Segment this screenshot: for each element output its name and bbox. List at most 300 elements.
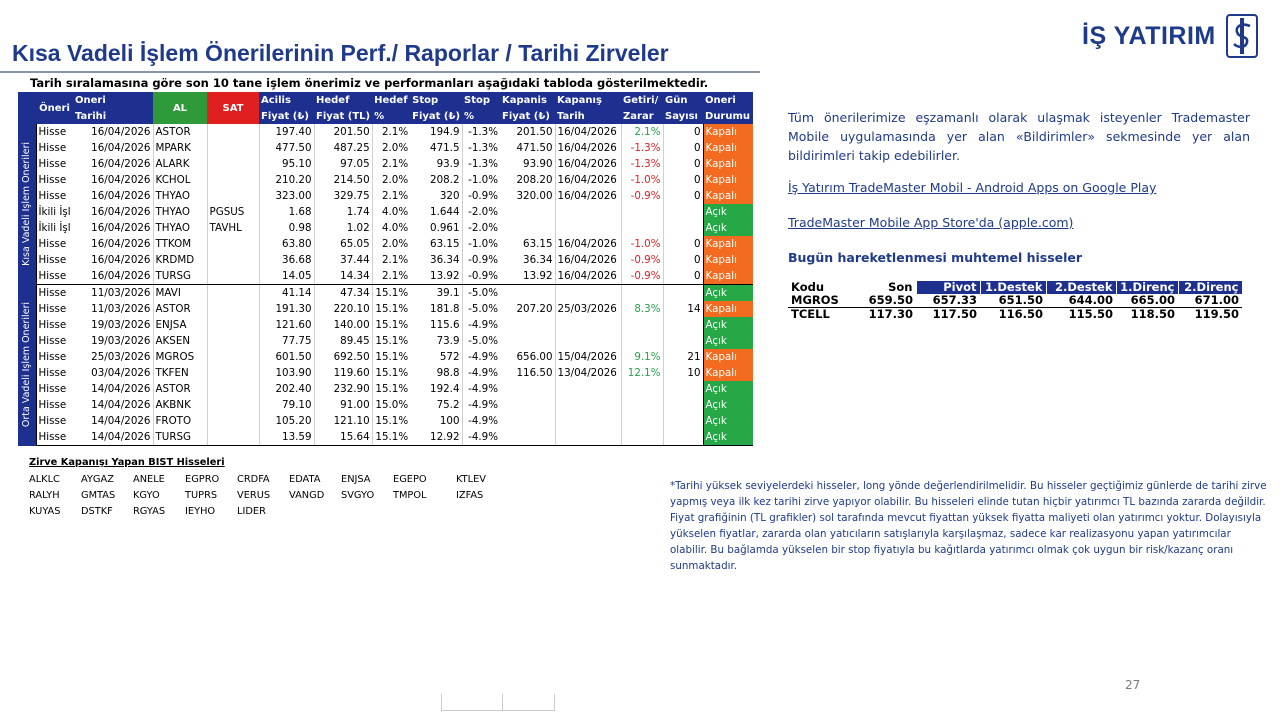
cell-stop-pct: -0.9% (468, 189, 499, 202)
cell-target-pct: 15.1% (375, 350, 409, 363)
cell-target-pct: 15.1% (372, 429, 410, 446)
cell-stop: 572 (410, 349, 462, 365)
cell-ret: -1.0% (621, 236, 663, 252)
status-badge: Açık (703, 429, 753, 446)
cell-open: 105.20 (259, 413, 314, 429)
cell-close (500, 413, 555, 429)
cell-close (500, 381, 555, 397)
cell-stop-pct: -0.9% (462, 268, 500, 285)
col-acilis: Acilis (259, 92, 314, 108)
cell-sat (207, 397, 259, 413)
cell-close (500, 285, 555, 302)
ticker-item: KGYO (133, 490, 160, 501)
cell-days: 0 (663, 172, 703, 188)
cell-close (500, 397, 555, 413)
disclaimer-note: *Tarihi yüksek seviyelerdeki hisseler, long yönde değerlendirilmelidir. Bu hisseler geçtiğimiz günlerde de tarihi zirve yapmış veya ilk kez tarihi zirve yapıyor olabilir. Bu hisseleri elinde tutan hiçbir yatırımcı TL bazında zararda değildir. Fiyat grafiğinin (TL grafikler) sol tarafında mevcut fiyattan yüksek fiyatta maliyeti olan yatırımcı yoktur. Dolayısıyla yükselen fiyatlar, zararda olan yatıcıların satışlarıyla karşılaşmaz, sadece kar realizasyonu yapan yatırımcılar olabilir. Bu bağlamda yükselen bir stop fiyatıyla bu kağıtlarda yatırımcı olmak çok uygun bir risk/kazanç oranı sunmaktadır. (670, 480, 1267, 572)
cell-target: 692.50 (314, 349, 372, 365)
table-row (18, 365, 753, 381)
cell-stop-pct: -4.9% (468, 350, 499, 363)
cell-target: 1.02 (314, 220, 372, 236)
table-row (18, 124, 753, 140)
cell-date: 16/04/2026 (73, 156, 153, 172)
cell-ret (621, 397, 663, 413)
cell-al: AKSEN (153, 333, 207, 349)
cell-sat (207, 381, 259, 397)
cell-target-pct: 2.1% (381, 125, 409, 138)
cell-target-pct: 15.1% (375, 414, 409, 427)
cell-days (663, 333, 703, 349)
cell-target-pct: 2.0% (381, 173, 409, 186)
col-hedef-pct: Hedef (372, 92, 410, 108)
cell-close-date: 15/04/2026 (555, 349, 621, 365)
cell-sat (207, 236, 259, 252)
status-badge: Kapalı (703, 188, 753, 204)
cell-stop: 98.8 (410, 365, 462, 381)
cell-target-pct: 4.0% (381, 205, 409, 218)
cell-days: 0 (663, 252, 703, 268)
col-kapanis-tarih: Kapanış (555, 92, 621, 108)
cell-al: ASTOR (153, 301, 207, 317)
cell-close: 13.92 (500, 268, 555, 285)
col-getiri-2: Zarar (621, 108, 663, 124)
notifications-intro: Tüm önerilerimize eşzamanlı olarak ulaşmak isteyenler Trademaster Mobile uygulamasında yer alan «Bildirimler» sekmesinde yer alan bildirimleri takip edebilirler. (788, 110, 1250, 163)
cell-close-date: 16/04/2026 (555, 140, 621, 156)
cell-close: 63.15 (500, 236, 555, 252)
cell-stop-pct: -4.9% (468, 382, 499, 395)
table-row (18, 268, 753, 285)
section-label (18, 124, 36, 285)
cell-open: 323.00 (259, 188, 314, 204)
cell-close-date (555, 429, 621, 446)
status-badge: Açık (703, 204, 753, 220)
cell-type: Hisse (36, 349, 73, 365)
potential-movers-title: Bugün hareketlenmesi muhtemel hisseler (788, 250, 1083, 265)
ticker-item: EGPRO (185, 474, 220, 485)
cell-sat (207, 429, 259, 446)
col-hedef: Hedef (314, 92, 372, 108)
cell-days (663, 204, 703, 220)
col-stop-pct: Stop (462, 92, 500, 108)
cell-sat (207, 333, 259, 349)
cell-type: Hisse (36, 429, 73, 446)
cell-date: 19/03/2026 (73, 317, 153, 333)
table-row (18, 236, 753, 252)
cell-stop-pct: -1.0% (468, 237, 499, 250)
cell-type: Hisse (36, 140, 73, 156)
cell-stop: 100 (410, 413, 462, 429)
cell-close-date: 16/04/2026 (555, 268, 621, 285)
ticker-item: KTLEV (456, 474, 486, 485)
cell-sat: TAVHL (207, 220, 259, 236)
cell-ret: -1.0% (621, 172, 663, 188)
cell-stop: 0.961 (410, 220, 462, 236)
cell-al: TURSG (153, 429, 207, 446)
cell-open: 477.50 (259, 140, 314, 156)
ticker-item: ANELE (133, 474, 165, 485)
cell-target: 487.25 (314, 140, 372, 156)
cell-stop: 75.2 (410, 397, 462, 413)
cell-al: AKBNK (153, 397, 207, 413)
cell-date: 14/04/2026 (73, 381, 153, 397)
pivot-cell: TCELL (791, 307, 830, 321)
cell-type: Hisse (36, 333, 73, 349)
recommendations-table (18, 92, 753, 446)
cell-open: 95.10 (259, 156, 314, 172)
table-row (18, 252, 753, 268)
cell-open: 77.75 (259, 333, 314, 349)
ticker-item: CRDFA (237, 474, 270, 485)
cell-stop: 93.9 (410, 156, 462, 172)
col-stop-pct-2: % (462, 108, 500, 124)
pivot-row (788, 294, 1242, 308)
cell-ret (621, 204, 663, 220)
page-title: Kısa Vadeli İşlem Önerilerinin Perf./ Raporlar / Tarihi Zirveler (12, 40, 669, 66)
cell-close-date: 13/04/2026 (555, 365, 621, 381)
table-body (18, 124, 753, 446)
ticker-item: KUYAS (29, 506, 61, 517)
cell-type: Hisse (36, 156, 73, 172)
cell-stop-pct: -2.0% (468, 205, 499, 218)
cell-type: Hisse (36, 252, 73, 268)
pivot-col-son: Son (852, 281, 916, 294)
cell-al: THYAO (153, 220, 207, 236)
cell-ret (621, 285, 663, 302)
cell-stop: 194.9 (410, 124, 462, 140)
ticker-item: SVGYO (341, 490, 375, 501)
pivot-cell: 644.00 (1046, 294, 1116, 308)
cell-date: 16/04/2026 (73, 188, 153, 204)
cell-target-pct: 2.1% (381, 253, 409, 266)
ios-app-link[interactable]: TradeMaster Mobile App Store'da (apple.com) (788, 215, 1074, 230)
cell-type: İkili İşl (36, 204, 73, 220)
cell-date: 16/04/2026 (73, 252, 153, 268)
header-corner (18, 92, 36, 124)
cell-days (663, 317, 703, 333)
pivot-cell: 651.50 (980, 294, 1046, 308)
cell-stop: 39.1 (410, 285, 462, 302)
pivot-cell: MGROS (788, 294, 852, 308)
pivot-cell: 665.00 (1116, 294, 1178, 308)
section-label (18, 285, 36, 446)
cell-days: 14 (663, 301, 703, 317)
col-sat: SAT (207, 92, 259, 124)
cell-ret: -1.3% (621, 140, 663, 156)
cell-days: 0 (663, 156, 703, 172)
cell-days: 21 (663, 349, 703, 365)
table-row (18, 397, 753, 413)
cell-days (663, 397, 703, 413)
cell-target: 91.00 (314, 397, 372, 413)
is-yatirim-logo-icon (1226, 14, 1258, 58)
cell-close (500, 220, 555, 236)
cell-sat (207, 172, 259, 188)
table-row (18, 188, 753, 204)
cell-sat (207, 268, 259, 285)
all-time-high-title: Zirve Kapanışı Yapan BIST Hisseleri (29, 457, 225, 468)
status-badge: Kapalı (703, 349, 753, 365)
cell-sat (207, 413, 259, 429)
cell-date: 14/04/2026 (73, 413, 153, 429)
cell-stop: 192.4 (410, 381, 462, 397)
cell-close (500, 429, 555, 446)
cell-target: 1.74 (314, 204, 372, 220)
cell-days: 0 (663, 140, 703, 156)
pivot-col-destek2: 2.Destek (1046, 281, 1116, 294)
cell-close-date: 16/04/2026 (555, 124, 621, 140)
table-subtitle: Tarih sıralamasına göre son 10 tane işlem önerimiz ve performanları aşağıdaki tabloda gösterilmektedir. (30, 76, 709, 90)
cell-ret: 2.1% (621, 124, 663, 140)
cell-close: 471.50 (500, 140, 555, 156)
cell-date: 16/04/2026 (73, 236, 153, 252)
ticker-item: RGYAS (133, 506, 166, 517)
ticker-item: IZFAS (456, 490, 484, 501)
cell-target-pct: 2.0% (381, 141, 409, 154)
cell-close-date: 16/04/2026 (555, 172, 621, 188)
cell-close-date: 16/04/2026 (555, 252, 621, 268)
status-badge: Kapalı (703, 268, 753, 285)
col-acilis-2: Fiyat (₺) (259, 108, 314, 124)
cell-sat (207, 252, 259, 268)
status-badge: Açık (703, 220, 753, 236)
col-kapanis-tarih-2: Tarih (555, 108, 621, 124)
cell-target-pct: 2.1% (381, 189, 409, 202)
cell-close-date (555, 285, 621, 302)
cell-ret (621, 333, 663, 349)
status-badge: Açık (703, 285, 753, 302)
cell-stop: 181.8 (410, 301, 462, 317)
ticker-item: ALKLC (29, 474, 60, 485)
cell-ret: -0.9% (621, 268, 663, 285)
cell-target: 220.10 (314, 301, 372, 317)
cell-days (663, 285, 703, 302)
cell-target: 329.75 (314, 188, 372, 204)
ticker-item: TUPRS (185, 490, 218, 501)
table-row (18, 413, 753, 429)
cell-sat (207, 188, 259, 204)
table-row (18, 349, 753, 365)
cell-al: ASTOR (153, 381, 207, 397)
col-kapanis: Kapanis (500, 92, 555, 108)
cell-ret: 12.1% (621, 365, 663, 381)
cell-al: TURSG (153, 268, 207, 285)
col-hedef-2: Fiyat (TL) (314, 108, 372, 124)
cell-days (663, 381, 703, 397)
col-kapanis-2: Fiyat (₺) (500, 108, 555, 124)
cell-date: 14/04/2026 (73, 429, 153, 446)
cell-ret: -1.3% (621, 156, 663, 172)
cell-days (663, 220, 703, 236)
cell-target-pct: 15.1% (375, 318, 409, 331)
cell-close-date (555, 397, 621, 413)
cell-date: 14/04/2026 (73, 397, 153, 413)
cell-al: TTKOM (153, 236, 207, 252)
ticker-item: TMPOL (393, 490, 427, 501)
cell-target-pct: 15.1% (375, 302, 409, 315)
cell-open: 103.90 (259, 365, 314, 381)
cell-close-date (555, 317, 621, 333)
cell-date: 16/04/2026 (73, 220, 153, 236)
cell-stop-pct: -4.9% (468, 318, 499, 331)
cell-open: 36.68 (259, 252, 314, 268)
col-al: AL (153, 92, 207, 124)
cell-al: ALARK (153, 156, 207, 172)
android-app-link[interactable]: İş Yatırım TradeMaster Mobil - Android Apps on Google Play (788, 180, 1157, 195)
cell-target-pct: 15.1% (375, 286, 409, 299)
cell-ret (621, 413, 663, 429)
cell-sat (207, 365, 259, 381)
status-badge: Kapalı (703, 301, 753, 317)
cell-type: Hisse (36, 236, 73, 252)
cell-open: 191.30 (259, 301, 314, 317)
table-row (18, 220, 753, 236)
cell-stop-pct: -0.9% (468, 253, 499, 266)
cell-date: 19/03/2026 (73, 333, 153, 349)
col-hedef-pct-2: % (372, 108, 410, 124)
cell-stop: 208.2 (410, 172, 462, 188)
cell-al: KRDMD (153, 252, 207, 268)
cell-al: THYAO (153, 204, 207, 220)
pivot-col-destek1: 1.Destek (980, 281, 1046, 294)
cell-open: 41.14 (259, 285, 314, 302)
cell-open: 14.05 (259, 268, 314, 285)
cell-days: 10 (663, 365, 703, 381)
cell-type: Hisse (36, 188, 73, 204)
cell-ret: 9.1% (621, 349, 663, 365)
cell-stop: 471.5 (410, 140, 462, 156)
cell-type: Hisse (36, 172, 73, 188)
brand-logo (1082, 14, 1258, 58)
cell-target-pct: 15.1% (375, 382, 409, 395)
cell-al: MPARK (153, 140, 207, 156)
cell-target: 121.10 (314, 413, 372, 429)
cell-type: Hisse (36, 381, 73, 397)
cell-target-pct: 15.1% (375, 366, 409, 379)
cell-stop-pct: -4.9% (468, 366, 499, 379)
pivot-cell: 116.50 (998, 307, 1043, 321)
cell-target: 37.44 (314, 252, 372, 268)
table-row (18, 285, 753, 302)
cell-type: İkili İşl (36, 220, 73, 236)
cell-close: 208.20 (500, 172, 555, 188)
cell-close: 207.20 (500, 301, 555, 317)
cell-close: 201.50 (500, 124, 555, 140)
cell-target-pct: 4.0% (381, 221, 409, 234)
cell-close-date (555, 220, 621, 236)
cell-target-pct: 15.1% (375, 334, 409, 347)
cell-type: Hisse (36, 268, 73, 285)
table-row (18, 317, 753, 333)
col-gun: Gün (663, 92, 703, 108)
pivot-col-direnc1: 1.Direnç (1116, 281, 1178, 294)
cell-sat (207, 156, 259, 172)
cell-ret: -0.9% (621, 188, 663, 204)
title-underline (0, 71, 760, 73)
cell-days: 0 (663, 124, 703, 140)
cell-al: FROTO (153, 413, 207, 429)
table-row (18, 156, 753, 172)
cell-target-pct: 2.0% (381, 237, 409, 250)
cell-date: 16/04/2026 (73, 268, 153, 285)
cell-open: 197.40 (259, 124, 314, 140)
cell-stop-pct: -1.3% (468, 125, 499, 138)
cell-close-date (555, 413, 621, 429)
cell-close: 36.34 (500, 252, 555, 268)
cell-stop-pct: -5.0% (468, 334, 499, 347)
cell-open: 601.50 (259, 349, 314, 365)
ticker-item: VERUS (237, 490, 271, 501)
ticker-item: DSTKF (81, 506, 113, 517)
cell-sat: PGSUS (207, 204, 259, 220)
pivot-cell: 657.33 (916, 294, 980, 308)
cell-date: 25/03/2026 (73, 349, 153, 365)
status-badge: Kapalı (703, 172, 753, 188)
cell-sat (207, 349, 259, 365)
cell-sat (207, 317, 259, 333)
cell-type: Hisse (36, 365, 73, 381)
cell-target: 140.00 (314, 317, 372, 333)
cell-close-date (555, 333, 621, 349)
cell-stop: 320 (410, 188, 462, 204)
cell-target: 232.90 (314, 381, 372, 397)
col-stop: Stop (410, 92, 462, 108)
table-header (18, 92, 753, 124)
cell-close-date: 16/04/2026 (555, 188, 621, 204)
cell-target: 214.50 (314, 172, 372, 188)
col-oneri-tarihi-2: Tarihi (73, 108, 153, 124)
cell-type: Hisse (36, 285, 73, 302)
ticker-item: EGEPO (393, 474, 427, 485)
cell-close-date (555, 204, 621, 220)
cell-stop-pct: -1.3% (468, 157, 499, 170)
cell-ret: -0.9% (621, 252, 663, 268)
cell-ret (621, 317, 663, 333)
status-badge: Kapalı (703, 365, 753, 381)
ticker-item: RALYH (29, 490, 60, 501)
col-gun-2: Sayısı (663, 108, 703, 124)
cell-target: 15.64 (314, 429, 372, 446)
status-badge: Açık (703, 397, 753, 413)
cell-al: MAVI (153, 285, 207, 302)
cell-date: 11/03/2026 (73, 301, 153, 317)
cell-stop-pct: -4.9% (468, 414, 499, 427)
cell-stop: 73.9 (410, 333, 462, 349)
footer-stub (441, 694, 555, 711)
cell-close-date: 16/04/2026 (555, 156, 621, 172)
pivot-row (788, 308, 1242, 322)
table-row (18, 140, 753, 156)
cell-days (663, 413, 703, 429)
cell-al: KCHOL (153, 172, 207, 188)
pivot-cell: 117.50 (932, 307, 977, 321)
cell-target: 119.60 (314, 365, 372, 381)
cell-close (500, 317, 555, 333)
ticker-item: AYGAZ (81, 474, 114, 485)
pivot-cell: 117.30 (868, 307, 913, 321)
pivot-cell: 118.50 (1130, 307, 1175, 321)
cell-type: Hisse (36, 301, 73, 317)
col-stop-2: Fiyat (₺) (410, 108, 462, 124)
cell-open: 13.59 (259, 429, 314, 446)
cell-close: 93.90 (500, 156, 555, 172)
cell-type: Hisse (36, 124, 73, 140)
status-badge: Açık (703, 381, 753, 397)
cell-days (663, 429, 703, 446)
cell-stop-pct: -5.0% (468, 302, 499, 315)
cell-target-pct: 2.1% (372, 268, 410, 285)
cell-open: 210.20 (259, 172, 314, 188)
status-badge: Açık (703, 413, 753, 429)
cell-close: 320.00 (500, 188, 555, 204)
